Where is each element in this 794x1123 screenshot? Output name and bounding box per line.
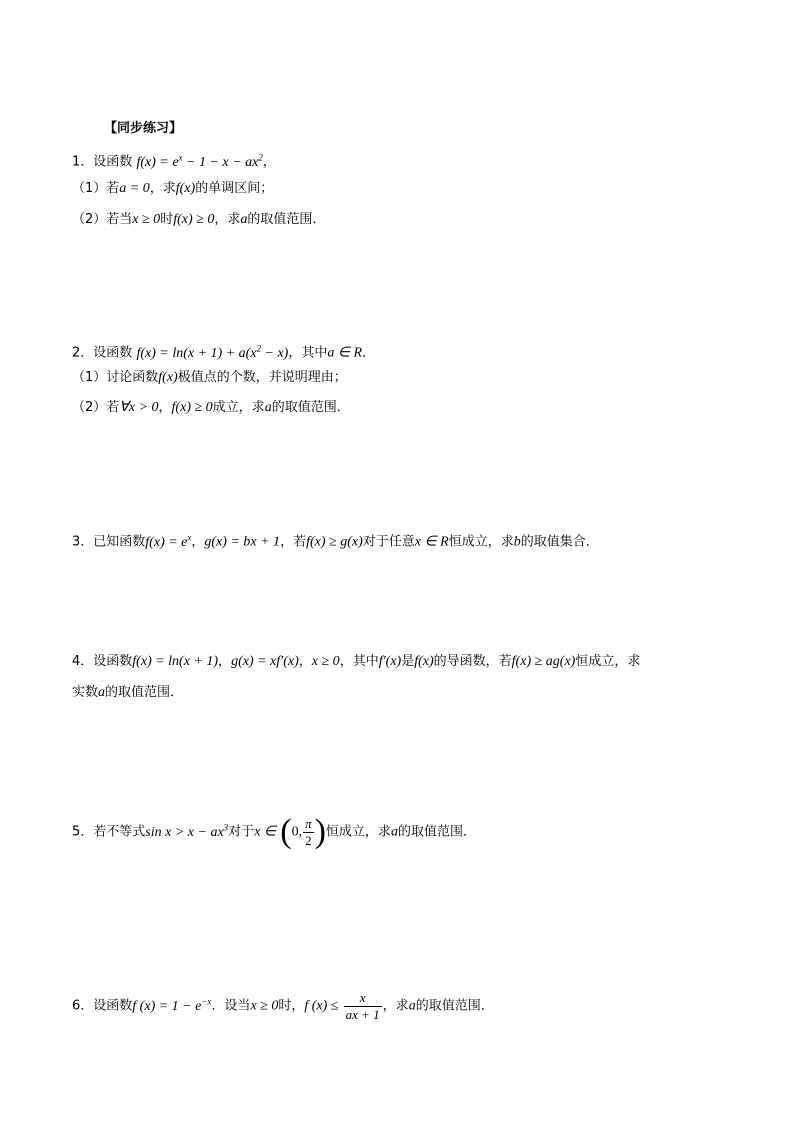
problem-1-stem: 1．设函数 $f(x) = e^x - 1 - x - ax^2$， <box>72 152 276 170</box>
problem-6: 6．设函数f $(x) = 1 - e^{-x}$．设当x ≥ 0时，f (x) ≤ $\frac{x}{ax + 1}$ ，求a的取值范围． <box>72 989 494 1022</box>
problem-2-part-1: （1）讨论函数f(x)极值点的个数，并说明理由； <box>72 370 347 385</box>
problem-1-part-2: （2）若当x ≥ 0时f(x) ≥ 0，求a的取值范围． <box>72 212 326 227</box>
section-title: 【同步练习】 <box>104 121 183 136</box>
right-paren: ) <box>314 813 326 851</box>
problem-2-part-2: （2）若∀x > 0，f(x) ≥ 0成立，求a的取值范围． <box>72 400 350 415</box>
problem-5: 5．若不等式$\sin x > x - ax^3$对于x ∈ (0, $\frac{\pi}{2}$ )恒成立，求a的取值范围． <box>72 813 476 851</box>
problem-4-line-2: 实数a的取值范围． <box>72 685 184 700</box>
problem-3: 3．已知函数$f(x) = e^x$，g(x) = bx + 1，若f(x) ≥ g(x)对于任意x ∈ R恒成立，求b的取值集合． <box>72 532 599 550</box>
left-paren: ( <box>280 813 292 851</box>
problem-4-line-1: 4．设函数f(x) = ln(x + 1)，g(x) = xf′(x)，x ≥ 0，其中f′(x)是f(x)的导函数，若f(x) ≥ ag(x)恒成立，求 <box>72 654 641 669</box>
problem-2-stem: 2．设函数 $f(x) = \ln(x + 1) + a(x^2 - x)$，其中a ∈ R． <box>72 343 376 361</box>
formula: $f(x) = e^x - 1 - x - ax^2$ <box>136 152 263 170</box>
problem-1-part-1: （1）若a = 0，求f(x)的单调区间； <box>72 181 274 196</box>
fraction-x-over-ax-plus-1: $\frac{x}{ax + 1}$ <box>345 989 380 1022</box>
fraction-pi-over-2: $\frac{\pi}{2}$ <box>305 815 312 848</box>
formula: $f(x) = \ln(x + 1) + a(x^2 - x)$ <box>136 343 289 361</box>
